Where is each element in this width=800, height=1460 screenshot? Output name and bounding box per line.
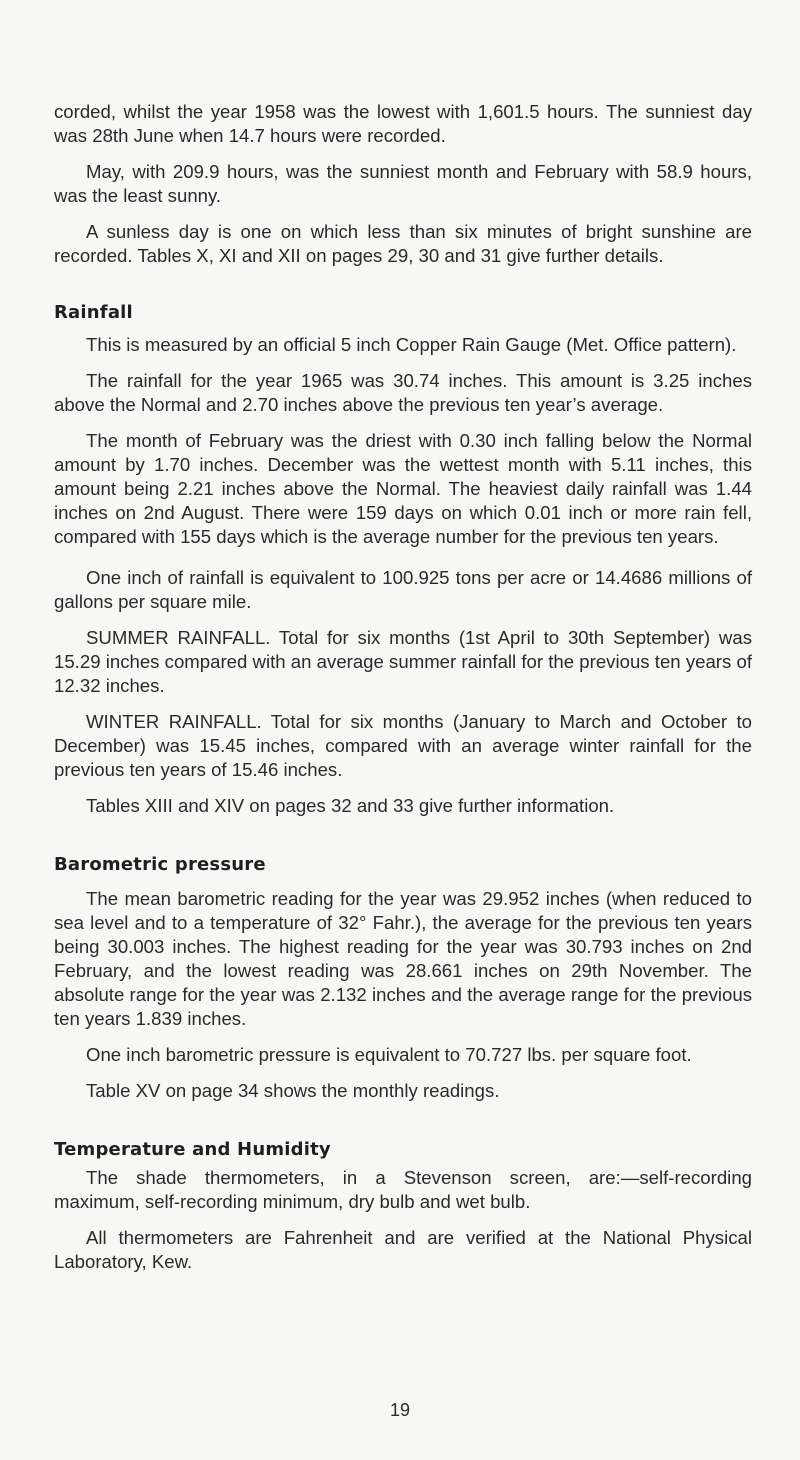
rainfall-paragraph-1: This is measured by an official 5 inch Copper Rain Gauge (Met. Office pattern). xyxy=(86,334,737,355)
page-number: 19 xyxy=(389,1400,411,1420)
barometric-paragraph-1: The mean barometric reading for the year was 29.952 inches (when reduced to sea level and to a temperature of 32° Fahr.), the average for the previous ten years being 30.003 inches. The highest reading for the year was 30.793 inches on 2nd February, and the lowest reading was 28.661 inches on 29th November. The absolute range for the year was 2.132 inches and the average range for the previous ten years 1.839 inches. xyxy=(54,888,752,1029)
rainfall-tables-paragraph: Tables XIII and XIV on pages 32 and 33 give further information. xyxy=(86,795,615,816)
rainfall-paragraph-3: The month of February was the driest with 0.30 inch falling below the Normal amount by 1.70 inches. December was the wettest month with 5.11 inches, this amount being 2.21 inches above the Normal. The heaviest daily rainfall was 1.44 inches on 2nd August. There were 159 days on which 0.01 inch or more rain fell, compared with 155 days which is the average number for the previous ten years. xyxy=(54,430,752,547)
rainfall-paragraph-4: One inch of rainfall is equivalent to 100.925 tons per acre or 14.4686 millions of gallons per square mile. xyxy=(54,567,752,612)
temperature-paragraph-1: The shade thermometers, in a Stevenson screen, are:—self-recording maximum, self-recording minimum, dry bulb and wet bulb. xyxy=(54,1167,752,1212)
barometric-heading: Barometric pressure xyxy=(54,854,266,875)
document-page xyxy=(54,100,752,1274)
summer-rainfall-paragraph: SUMMER RAINFALL. Total for six months (1st April to 30th September) was 15.29 inches compared with an average summer rainfall for the previous ten years of 12.32 inches. xyxy=(54,627,752,696)
rainfall-heading: Rainfall xyxy=(54,302,133,323)
temperature-paragraph-2: All thermometers are Fahrenheit and are verified at the National Physical Laboratory, Kew. xyxy=(54,1227,752,1272)
sunshine-paragraph-2: May, with 209.9 hours, was the sunniest month and February with 58.9 hours, was the least sunny. xyxy=(54,161,752,206)
sunshine-paragraph-1: corded, whilst the year 1958 was the lowest with 1,601.5 hours. The sunniest day was 28th June when 14.7 hours were recorded. xyxy=(54,101,752,146)
rainfall-paragraph-2: The rainfall for the year 1965 was 30.74 inches. This amount is 3.25 inches above the Normal and 2.70 inches above the previous ten year’s average. xyxy=(54,370,752,415)
sunshine-paragraph-3: A sunless day is one on which less than six minutes of bright sunshine are recorded. Tables X, XI and XII on pages 29, 30 and 31 give further details. xyxy=(54,221,752,266)
barometric-paragraph-2: One inch barometric pressure is equivalent to 70.727 lbs. per square foot. xyxy=(86,1044,692,1065)
temperature-heading: Temperature and Humidity xyxy=(54,1139,331,1160)
barometric-paragraph-3: Table XV on page 34 shows the monthly readings. xyxy=(86,1080,500,1101)
winter-rainfall-paragraph: WINTER RAINFALL. Total for six months (January to March and October to December) was 15.45 inches, compared with an average winter rainfall for the previous ten years of 15.46 inches. xyxy=(54,711,752,780)
